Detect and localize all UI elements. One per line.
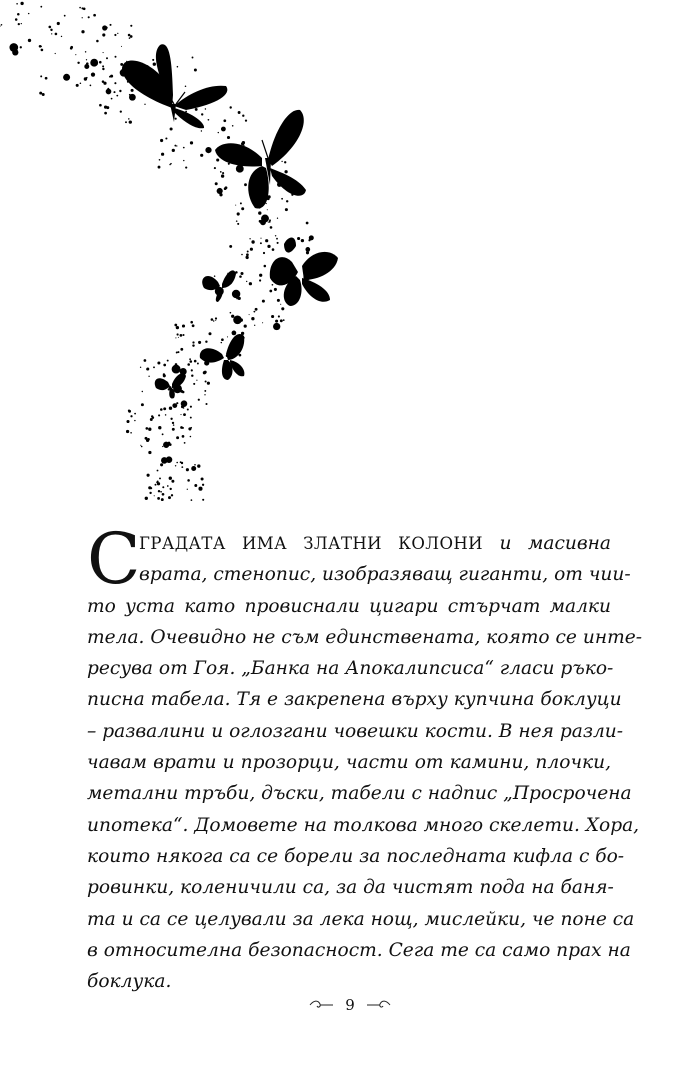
text-line-2: врата, стенопис, изобразяващ гиганти, от чии- — [139, 564, 631, 586]
text-line-13: та и са се целували за лека нощ, мислейки, че поне са — [87, 908, 635, 930]
text-line-15: боклука. — [87, 971, 172, 993]
text-line-9: метални тръби, дъски, табели с надпис „Просрочена — [87, 783, 632, 805]
drop-cap: С — [87, 518, 141, 600]
text-line-3: то уста като провиснали цигари стърчат малки — [87, 595, 611, 617]
butterfly-large-top — [122, 44, 227, 128]
first-line-rest: и масивна — [482, 533, 611, 554]
body-text — [87, 518, 642, 997]
page-footer — [0, 992, 700, 1016]
page-number: 9 — [345, 996, 355, 1014]
flourish-right-icon — [366, 999, 392, 1011]
butterfly-small-left — [202, 270, 236, 302]
flourish-left-icon — [308, 999, 334, 1011]
butterfly-large-middle — [215, 110, 306, 209]
butterfly-medium-right — [270, 238, 338, 307]
text-line-7: – развалини и оглозгани човешки кости. В нея разли- — [87, 720, 624, 742]
butterflies-illustration — [0, 0, 400, 520]
text-line-10: ипотека“. Домовете на толкова много скелети. Хора, — [87, 814, 640, 836]
text-line-11: които някога са се борели за последната кифла с бо- — [87, 845, 625, 867]
text-line-6: писна табела. Тя е закрепена върху купчина боклуци — [87, 689, 622, 711]
text-line-1 — [87, 528, 611, 559]
text-line-12: ровинки, коленичили са, за да чистят пода на баня- — [87, 877, 614, 899]
text-line-8: чавам врати и прозорци, части от камини, плочки, — [87, 752, 611, 774]
text-line-14: в относителна безопасност. Сега те са само прах на — [87, 939, 631, 961]
text-line-4: тела. Очевидно не съм единствената, която се инте- — [87, 626, 642, 648]
butterfly-small-bottom — [155, 373, 186, 398]
text-line-5: ресува от Гоя. „Банка на Апокалипсиса“ гласи ръко- — [87, 658, 614, 680]
opening-caps: ГРАДАТА ИМА ЗЛАТНИ КОЛОНИ — [139, 534, 483, 553]
